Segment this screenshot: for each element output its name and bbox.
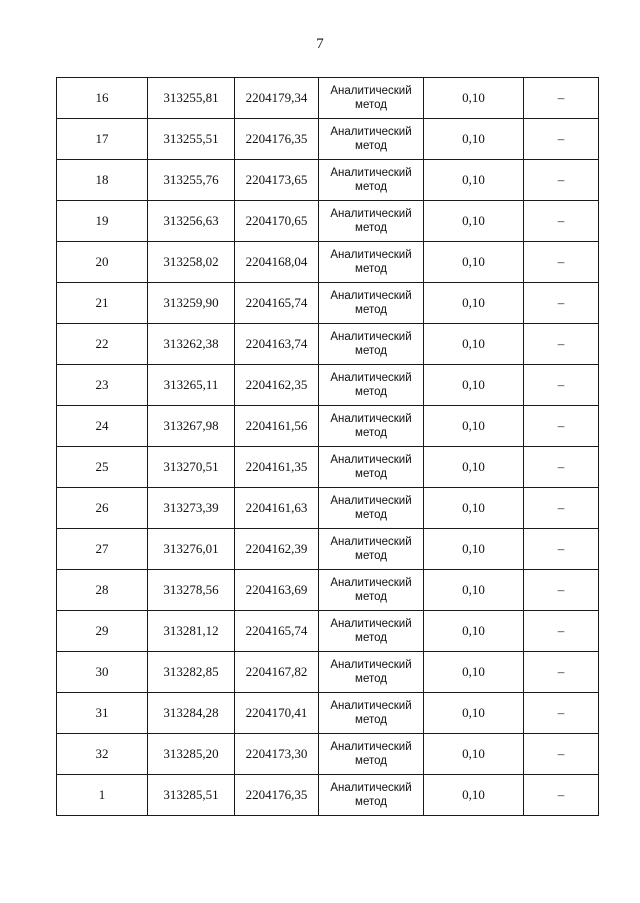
point-number-cell: 27 xyxy=(57,529,148,570)
point-number-cell: 31 xyxy=(57,693,148,734)
method-cell xyxy=(319,611,424,652)
accuracy-cell: 0,10 xyxy=(424,119,524,160)
method-cell xyxy=(319,242,424,283)
method-label-line1: Аналитический xyxy=(330,535,412,548)
x-coordinate-cell: 313270,51 xyxy=(148,447,235,488)
point-number-cell: 19 xyxy=(57,201,148,242)
method-cell xyxy=(319,78,424,119)
method-cell xyxy=(319,652,424,693)
note-cell: – xyxy=(524,283,599,324)
note-cell: – xyxy=(524,324,599,365)
note-cell: – xyxy=(524,652,599,693)
method-cell xyxy=(319,201,424,242)
method-label-line2: метод xyxy=(355,714,387,726)
note-cell: – xyxy=(524,447,599,488)
table-row xyxy=(57,611,599,652)
x-coordinate-cell: 313273,39 xyxy=(148,488,235,529)
y-coordinate-cell: 2204161,63 xyxy=(235,488,319,529)
method-label-line1: Аналитический xyxy=(330,207,412,220)
method-label-line1: Аналитический xyxy=(330,658,412,671)
y-coordinate-cell: 2204163,74 xyxy=(235,324,319,365)
method-cell xyxy=(319,447,424,488)
x-coordinate-cell: 313255,51 xyxy=(148,119,235,160)
y-coordinate-cell: 2204163,69 xyxy=(235,570,319,611)
method-label-line2: метод xyxy=(355,427,387,439)
point-number-cell: 20 xyxy=(57,242,148,283)
method-label-line1: Аналитический xyxy=(330,125,412,138)
table-row xyxy=(57,488,599,529)
y-coordinate-cell: 2204170,65 xyxy=(235,201,319,242)
method-cell xyxy=(319,406,424,447)
note-cell: – xyxy=(524,611,599,652)
method-label-line2: метод xyxy=(355,509,387,521)
method-label-line1: Аналитический xyxy=(330,699,412,712)
note-cell: – xyxy=(524,365,599,406)
y-coordinate-cell: 2204173,30 xyxy=(235,734,319,775)
table-row xyxy=(57,570,599,611)
method-label-line2: метод xyxy=(355,181,387,193)
x-coordinate-cell: 313267,98 xyxy=(148,406,235,447)
x-coordinate-cell: 313285,20 xyxy=(148,734,235,775)
point-number-cell: 17 xyxy=(57,119,148,160)
table-row xyxy=(57,201,599,242)
method-label-line1: Аналитический xyxy=(330,453,412,466)
x-coordinate-cell: 313255,81 xyxy=(148,78,235,119)
method-label-line2: метод xyxy=(355,386,387,398)
method-cell xyxy=(319,283,424,324)
method-label-line1: Аналитический xyxy=(330,371,412,384)
y-coordinate-cell: 2204176,35 xyxy=(235,775,319,816)
x-coordinate-cell: 313265,11 xyxy=(148,365,235,406)
note-cell: – xyxy=(524,406,599,447)
method-label-line1: Аналитический xyxy=(330,330,412,343)
method-label-line2: метод xyxy=(355,796,387,808)
method-label-line2: метод xyxy=(355,263,387,275)
y-coordinate-cell: 2204173,65 xyxy=(235,160,319,201)
table-row xyxy=(57,693,599,734)
method-cell xyxy=(319,529,424,570)
table-row xyxy=(57,447,599,488)
point-number-cell: 16 xyxy=(57,78,148,119)
x-coordinate-cell: 313285,51 xyxy=(148,775,235,816)
note-cell: – xyxy=(524,488,599,529)
method-cell xyxy=(319,570,424,611)
y-coordinate-cell: 2204161,56 xyxy=(235,406,319,447)
x-coordinate-cell: 313259,90 xyxy=(148,283,235,324)
note-cell: – xyxy=(524,119,599,160)
method-label-line2: метод xyxy=(355,345,387,357)
method-label-line1: Аналитический xyxy=(330,248,412,261)
method-cell xyxy=(319,324,424,365)
method-label-line2: метод xyxy=(355,222,387,234)
y-coordinate-cell: 2204176,35 xyxy=(235,119,319,160)
method-cell xyxy=(319,365,424,406)
y-coordinate-cell: 2204161,35 xyxy=(235,447,319,488)
note-cell: – xyxy=(524,570,599,611)
y-coordinate-cell: 2204179,34 xyxy=(235,78,319,119)
method-cell xyxy=(319,693,424,734)
point-number-cell: 23 xyxy=(57,365,148,406)
y-coordinate-cell: 2204162,39 xyxy=(235,529,319,570)
method-label-line2: метод xyxy=(355,755,387,767)
note-cell: – xyxy=(524,734,599,775)
point-number-cell: 32 xyxy=(57,734,148,775)
accuracy-cell: 0,10 xyxy=(424,652,524,693)
x-coordinate-cell: 313276,01 xyxy=(148,529,235,570)
accuracy-cell: 0,10 xyxy=(424,160,524,201)
method-label-line2: метод xyxy=(355,632,387,644)
method-label-line2: метод xyxy=(355,550,387,562)
point-number-cell: 18 xyxy=(57,160,148,201)
table-row xyxy=(57,324,599,365)
x-coordinate-cell: 313258,02 xyxy=(148,242,235,283)
accuracy-cell: 0,10 xyxy=(424,365,524,406)
point-number-cell: 29 xyxy=(57,611,148,652)
accuracy-cell: 0,10 xyxy=(424,406,524,447)
method-label-line1: Аналитический xyxy=(330,781,412,794)
x-coordinate-cell: 313278,56 xyxy=(148,570,235,611)
method-label-line1: Аналитический xyxy=(330,617,412,630)
page-number: 7 xyxy=(316,36,324,52)
table-row xyxy=(57,406,599,447)
table-row xyxy=(57,283,599,324)
accuracy-cell: 0,10 xyxy=(424,775,524,816)
note-cell: – xyxy=(524,242,599,283)
table-row xyxy=(57,365,599,406)
accuracy-cell: 0,10 xyxy=(424,201,524,242)
y-coordinate-cell: 2204165,74 xyxy=(235,611,319,652)
x-coordinate-cell: 313255,76 xyxy=(148,160,235,201)
method-label-line1: Аналитический xyxy=(330,576,412,589)
method-label-line1: Аналитический xyxy=(330,84,412,97)
accuracy-cell: 0,10 xyxy=(424,283,524,324)
accuracy-cell: 0,10 xyxy=(424,242,524,283)
method-label-line1: Аналитический xyxy=(330,494,412,507)
accuracy-cell: 0,10 xyxy=(424,447,524,488)
method-label-line1: Аналитический xyxy=(330,166,412,179)
point-number-cell: 24 xyxy=(57,406,148,447)
point-number-cell: 28 xyxy=(57,570,148,611)
note-cell: – xyxy=(524,529,599,570)
point-number-cell: 22 xyxy=(57,324,148,365)
y-coordinate-cell: 2204170,41 xyxy=(235,693,319,734)
x-coordinate-cell: 313282,85 xyxy=(148,652,235,693)
method-label-line1: Аналитический xyxy=(330,740,412,753)
note-cell: – xyxy=(524,201,599,242)
note-cell: – xyxy=(524,160,599,201)
method-label-line2: метод xyxy=(355,140,387,152)
accuracy-cell: 0,10 xyxy=(424,611,524,652)
note-cell: – xyxy=(524,78,599,119)
table-row xyxy=(57,775,599,816)
x-coordinate-cell: 313281,12 xyxy=(148,611,235,652)
method-label-line1: Аналитический xyxy=(330,289,412,302)
method-cell xyxy=(319,734,424,775)
point-number-cell: 1 xyxy=(57,775,148,816)
note-cell: – xyxy=(524,775,599,816)
coordinates-table xyxy=(56,77,599,816)
accuracy-cell: 0,10 xyxy=(424,324,524,365)
coordinates-table-body xyxy=(57,78,599,816)
point-number-cell: 21 xyxy=(57,283,148,324)
y-coordinate-cell: 2204162,35 xyxy=(235,365,319,406)
table-row xyxy=(57,242,599,283)
y-coordinate-cell: 2204168,04 xyxy=(235,242,319,283)
x-coordinate-cell: 313256,63 xyxy=(148,201,235,242)
method-label-line2: метод xyxy=(355,99,387,111)
x-coordinate-cell: 313284,28 xyxy=(148,693,235,734)
method-cell xyxy=(319,160,424,201)
y-coordinate-cell: 2204165,74 xyxy=(235,283,319,324)
accuracy-cell: 0,10 xyxy=(424,734,524,775)
table-row xyxy=(57,78,599,119)
accuracy-cell: 0,10 xyxy=(424,78,524,119)
method-label-line2: метод xyxy=(355,591,387,603)
method-label-line2: метод xyxy=(355,468,387,480)
point-number-cell: 25 xyxy=(57,447,148,488)
method-cell xyxy=(319,119,424,160)
method-label-line1: Аналитический xyxy=(330,412,412,425)
table-row xyxy=(57,160,599,201)
table-row xyxy=(57,734,599,775)
method-label-line2: метод xyxy=(355,673,387,685)
method-label-line2: метод xyxy=(355,304,387,316)
accuracy-cell: 0,10 xyxy=(424,693,524,734)
table-row xyxy=(57,529,599,570)
y-coordinate-cell: 2204167,82 xyxy=(235,652,319,693)
method-cell xyxy=(319,775,424,816)
x-coordinate-cell: 313262,38 xyxy=(148,324,235,365)
table-row xyxy=(57,119,599,160)
note-cell: – xyxy=(524,693,599,734)
table-row xyxy=(57,652,599,693)
method-cell xyxy=(319,488,424,529)
accuracy-cell: 0,10 xyxy=(424,570,524,611)
accuracy-cell: 0,10 xyxy=(424,529,524,570)
point-number-cell: 30 xyxy=(57,652,148,693)
point-number-cell: 26 xyxy=(57,488,148,529)
accuracy-cell: 0,10 xyxy=(424,488,524,529)
